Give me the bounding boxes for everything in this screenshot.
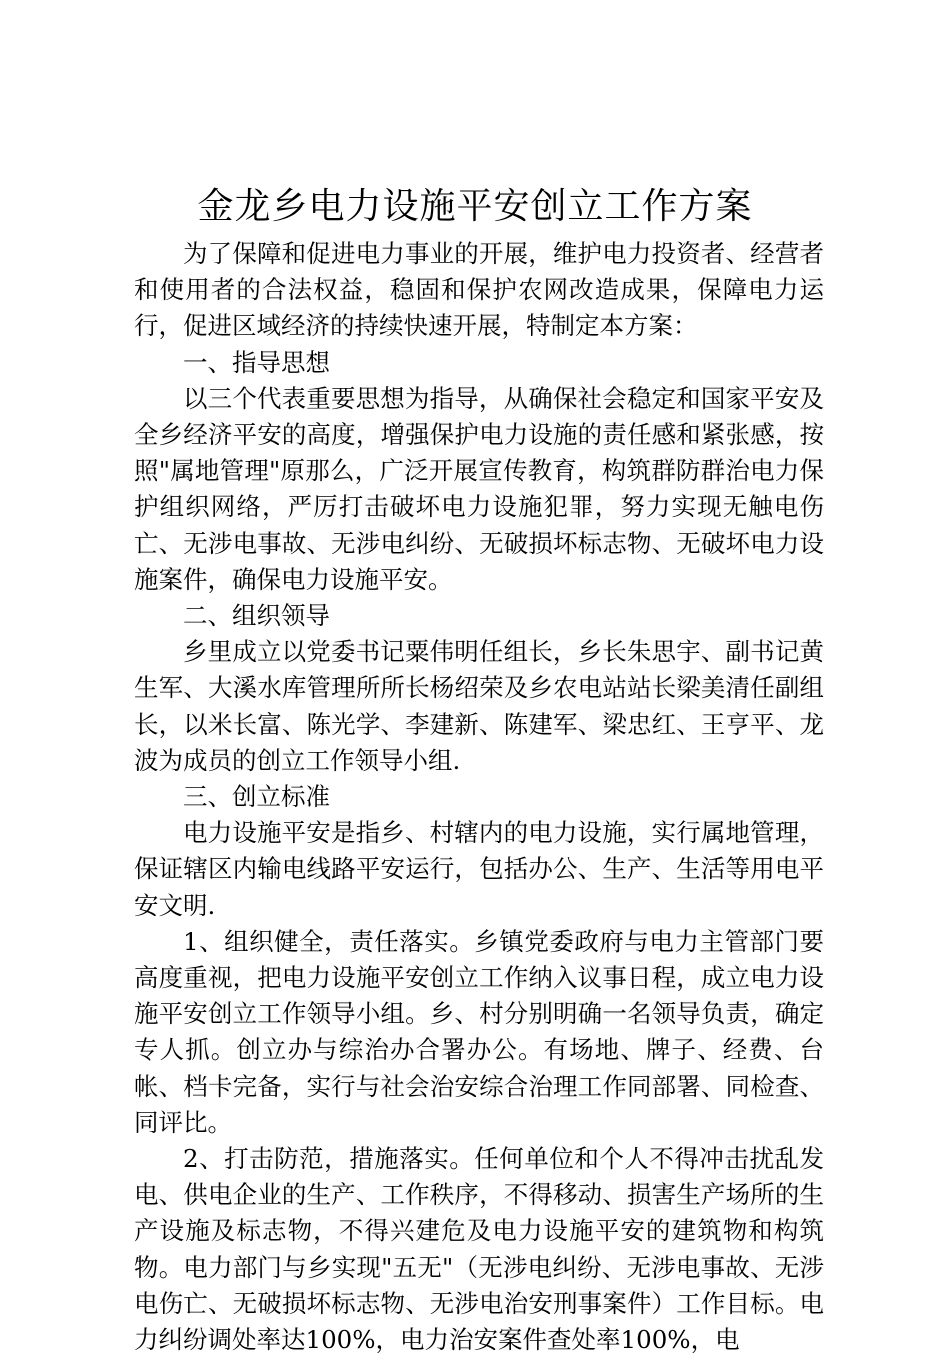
section-heading-organization: 二、组织领导: [183, 601, 330, 631]
section-body-guiding-ideology: 以三个代表重要思想为指导，从确保社会稳定和国家平安及全乡经济平安的高度，增强保护电力设施的责任感和紧张感，按照"属地管理"原那么，广泛开展宣传教育，构筑群防群治电力保护组织网络，严厉打击破坏电力设施犯罪，努力实现无触电伤亡、无涉电事故、无涉电纠纷、无破损坏标志物、无破坏电力设施案件，确保电力设施平安。: [134, 383, 824, 594]
intro-paragraph: 为了保障和促进电力事业的开展，维护电力投资者、经营者和使用者的合法权益，稳固和保护农网改造成果，保障电力运行，促进区域经济的持续快速开展，特制定本方案：: [134, 239, 824, 341]
section-heading-guiding-ideology: 一、指导思想: [183, 347, 330, 377]
section-body-organization: 乡里成立以党委书记粟伟明任组长，乡长朱思宇、副书记黄生军、大溪水库管理所所长杨绍荣及乡农电站站长梁美清任副组长，以米长富、陈光学、李建新、陈建军、梁忠红、王亨平、龙波为成员的创立工作领导小组.: [134, 637, 824, 775]
section-heading-standards: 三、创立标准: [183, 782, 330, 812]
page-title: 金龙乡电力设施平安创立工作方案: [197, 186, 753, 227]
list-item-crackdown-prevention: 2、打击防范，措施落实。任何单位和个人不得冲击扰乱发电、供电企业的生产、工作秩序，不得移动、损害生产场所的生产设施及标志物，不得兴建危及电力设施平安的建筑物和构筑物。电力部门与乡实现"五无"（无涉电纠纷、无涉电事故、无涉电伤亡、无破损坏标志物、无涉电治安刑事案件）工作目标。电力纠纷调处率达100%，电力治安案件查处率100%，电: [134, 1144, 824, 1355]
list-item-organization-sound: 1、组织健全，责任落实。乡镇党委政府与电力主管部门要高度重视，把电力设施平安创立工作纳入议事日程，成立电力设施平安创立工作领导小组。乡、村分别明确一名领导负责，确定专人抓。创立办与综治办合署办公。有场地、牌子、经费、台帐、档卡完备，实行与社会治安综合治理工作同部署、同检查、同评比。: [134, 926, 824, 1137]
section-body-standards: 电力设施平安是指乡、村辖内的电力设施，实行属地管理，保证辖区内输电线路平安运行，包括办公、生产、生活等用电平安文明.: [134, 818, 824, 920]
document-body: [134, 236, 824, 1358]
